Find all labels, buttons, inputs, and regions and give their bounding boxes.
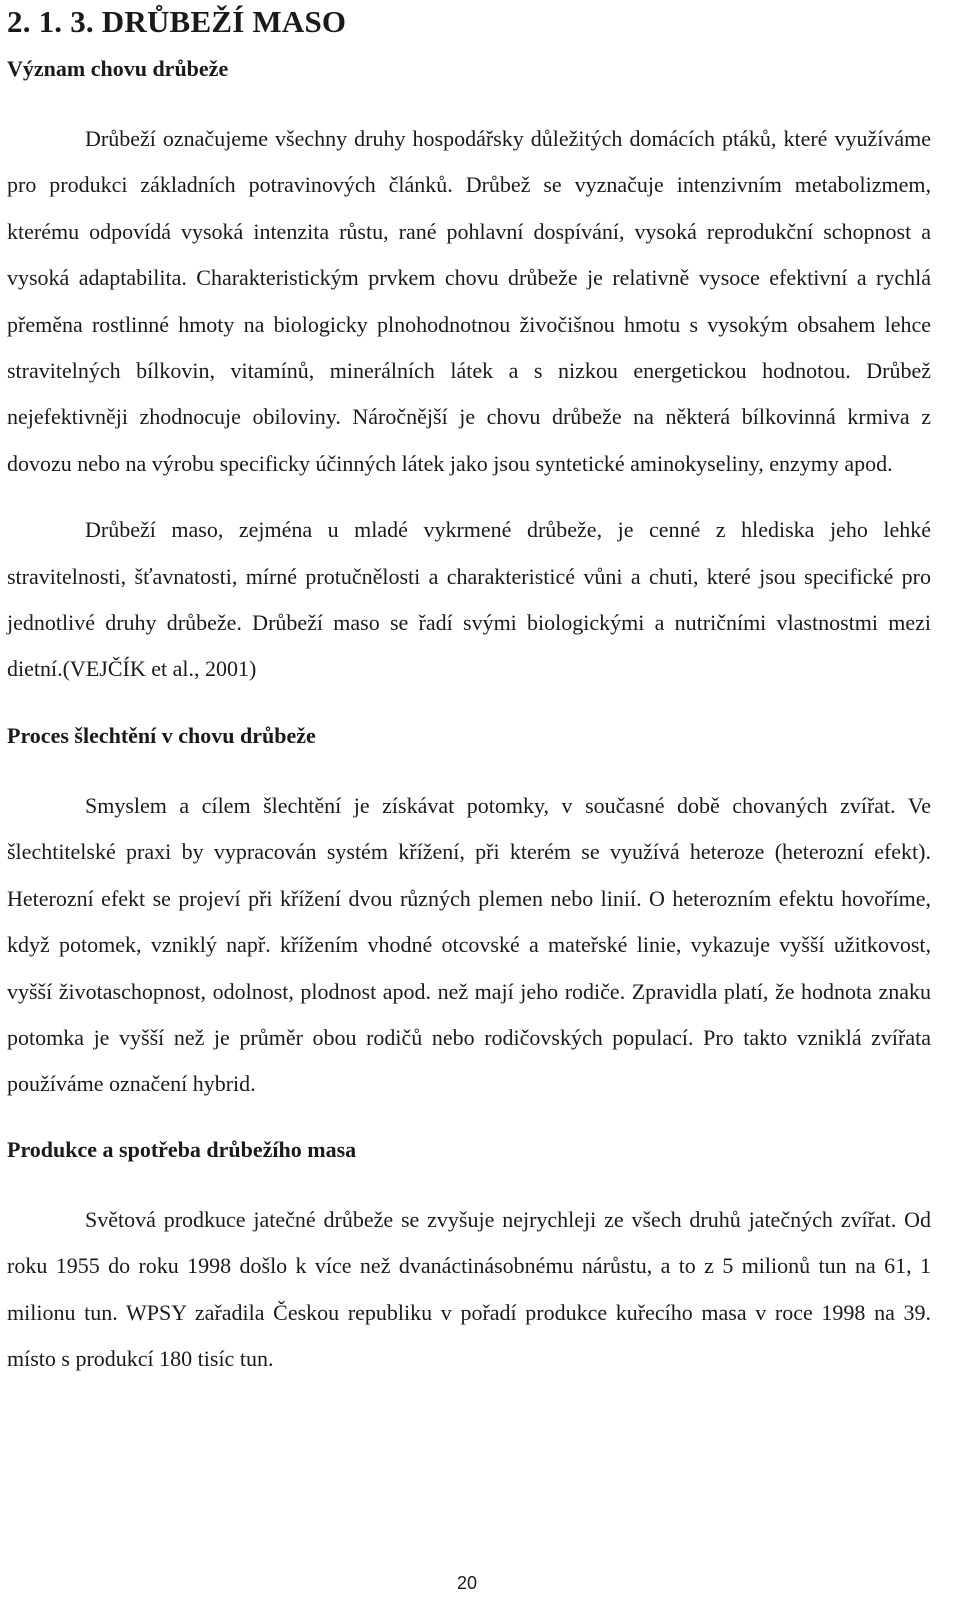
paragraph: Smyslem a cílem šlechtění je získávat potomky, v současné době chovaných zvířat. Ve šlechtitelské praxi by vypracován systém křížení, při kterém se využívá heteroze (heterozní efekt). Heterozní efekt se projeví při křížení dvou různých plemen nebo linií. O heterozním efektu hovoříme, když potomek, vzniklý např. křížením vhodné otcovské a mateřské linie, vykazuje vyšší užitkovost, vyšší životaschopnost, odolnost, plodnost apod. než mají jeho rodiče. Zpravidla platí, že hodnota znaku potomka je vyšší než je průměr obou rodičů nebo rodičovských populací. Pro takto vzniklá zvířata používáme označení hybrid.	[7, 792, 931, 1097]
paragraph: Drůbeží označujeme všechny druhy hospodářsky důležitých domácích ptáků, které využíváme pro produkci základních potravinových článků. Drůbež se vyznačuje intenzivním metabolizmem, kterému odpovídá vysoká intenzita růstu, rané pohlavní dospívání, vysoká reprodukční schopnost a vysoká adaptabilita. Charakteristickým prvkem chovu drůbeže je relativně vysoce efektivní a rychlá přeměna rostlinné hmoty na biologicky plnohodnotnou živočišnou hmotu s vysokým obsahem lehce stravitelných bílkovin, vitamínů, minerálních látek a s nizkou energetickou hodnotou. Drůbež nejefektivněji zhodnocuje obiloviny. Náročnější je chovu drůbeže na některá bílkovinná krmiva z dovozu nebo na výrobu specificky účinných látek jako jsou syntetické aminokyseliny, enzymy apod.	[7, 126, 931, 476]
paragraph: Světová prodkuce jatečné drůbeže se zvyšuje nejrychleji ze všech druhů jatečných zvířat. Od roku 1955 do roku 1998 došlo k více než dvanáctinásobnému nárůstu, a to z 5 milionů tun na 61, 1 milionu tun. WPSY zařadila Českou republiku v pořadí produkce kuřecího masa v roce 1998 na 39. místo s produkcí 180 tisíc tun.	[7, 1206, 931, 1371]
section-heading-produkce: Produkce a spotřeba drůbežího masa	[7, 1136, 357, 1162]
chapter-title: 2. 1. 3. DRŮBEŽÍ MASO	[7, 4, 347, 39]
document-page	[7, 0, 931, 1382]
paragraph: Drůbeží maso, zejména u mladé vykrmené drůbeže, je cenné z hlediska jeho lehké stravitelnosti, šťavnatosti, mírné protučnělosti a charakteristicé vůni a chuti, které jsou specifické pro jednotlivé druhy drůbeže. Drůbeží maso se řadí svými biologickými a nutričními vlastnostmi mezi dietní.(VEJČÍK et al., 2001)	[7, 517, 931, 682]
section-heading-proces: Proces šlechtění v chovu drůbeže	[7, 722, 316, 748]
page-number: 20	[456, 1573, 478, 1593]
section-heading-vyznam: Význam chovu drůbeže	[7, 56, 229, 81]
